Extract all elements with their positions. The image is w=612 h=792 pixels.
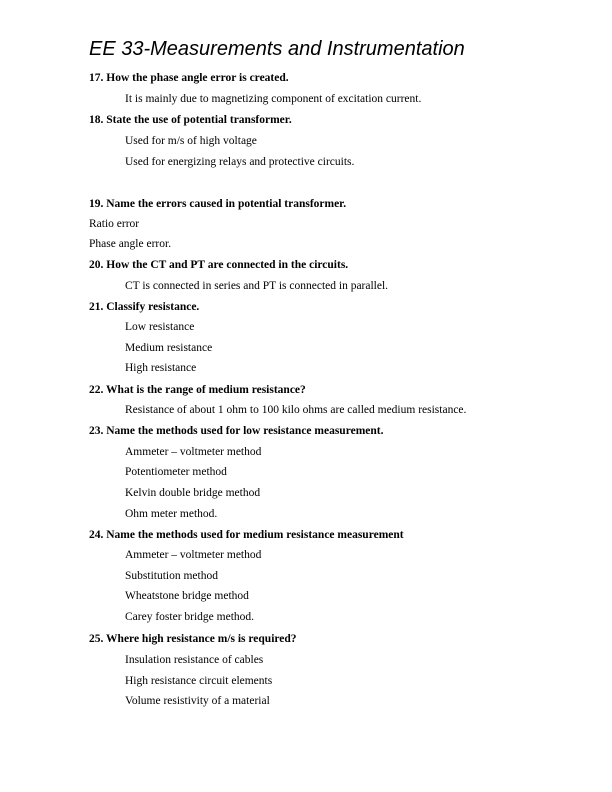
answer-25-line-3: Volume resistivity of a material [125, 695, 270, 707]
answer-23-line-4: Ohm meter method. [125, 508, 218, 520]
answer-24-line-3: Wheatstone bridge method [125, 590, 249, 602]
answer-25-line-1: Insulation resistance of cables [125, 654, 264, 666]
answer-17: It is mainly due to magnetizing component of excitation current. [125, 93, 422, 105]
answer-23-line-2: Potentiometer method [125, 466, 227, 478]
question-17: 17. How the phase angle error is created. [89, 72, 289, 84]
answer-22: Resistance of about 1 ohm to 100 kilo ohms are called medium resistance. [125, 404, 467, 416]
answer-19-line-1: Ratio error [89, 218, 140, 230]
answer-24-line-2: Substitution method [125, 570, 218, 582]
answer-23-line-1: Ammeter – voltmeter method [125, 446, 262, 458]
answer-20: CT is connected in series and PT is connected in parallel. [125, 280, 389, 292]
question-21: 21. Classify resistance. [89, 301, 200, 313]
answer-21-line-1: Low resistance [125, 321, 195, 333]
question-20: 20. How the CT and PT are connected in the circuits. [89, 259, 349, 271]
answer-18-line-2: Used for energizing relays and protective circuits. [125, 156, 355, 168]
answer-24-line-1: Ammeter – voltmeter method [125, 549, 262, 561]
answer-25-line-2: High resistance circuit elements [125, 675, 273, 687]
question-22: 22. What is the range of medium resistance? [89, 384, 306, 396]
question-19: 19. Name the errors caused in potential transformer. [89, 198, 347, 210]
answer-21-line-3: High resistance [125, 362, 197, 374]
question-23: 23. Name the methods used for low resistance measurement. [89, 425, 384, 437]
answer-23-line-3: Kelvin double bridge method [125, 487, 261, 499]
answer-18-line-1: Used for m/s of high voltage [125, 135, 257, 147]
page-title: EE 33-Measurements and Instrumentation [89, 38, 465, 60]
answer-19-line-2: Phase angle error. [89, 238, 172, 250]
answer-21-line-2: Medium resistance [125, 342, 213, 354]
question-25: 25. Where high resistance m/s is required? [89, 633, 297, 645]
answer-24-line-4: Carey foster bridge method. [125, 611, 255, 623]
question-24: 24. Name the methods used for medium resistance measurement [89, 529, 404, 541]
question-18: 18. State the use of potential transformer. [89, 114, 292, 126]
